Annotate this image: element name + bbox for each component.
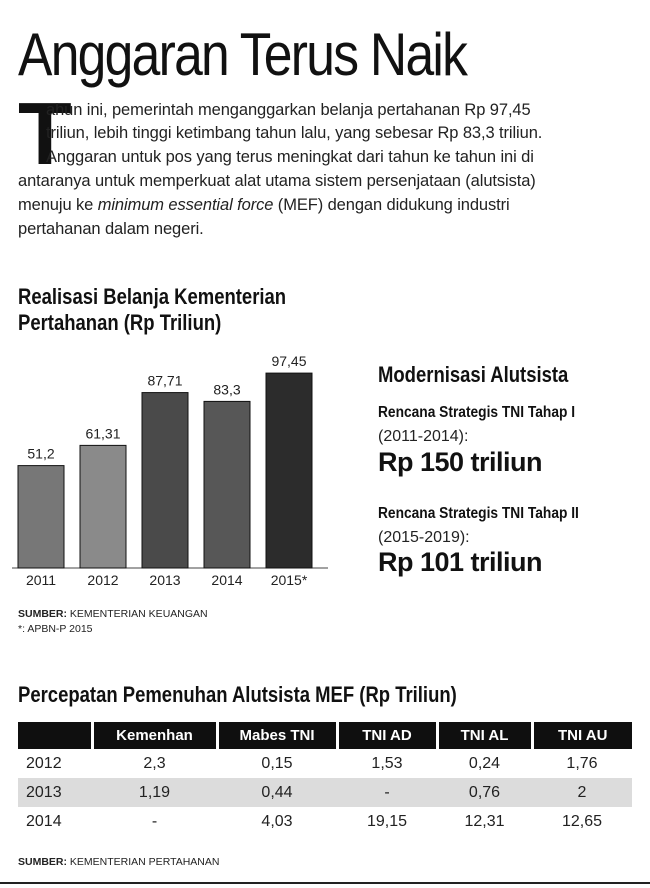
intro-line: ahun ini, pemerintah menganggarkan belanja pertahanan Rp 97,45 <box>46 101 531 119</box>
table-cell: 1,19 <box>92 778 217 807</box>
chart-title-line-2: Pertahanan (Rp Triliun) <box>18 310 222 335</box>
source-text: KEMENTERIAN PERTAHANAN <box>69 856 220 868</box>
table-row <box>18 778 632 807</box>
header-cell-kemenhan: Kemenhan <box>92 722 217 749</box>
table-cell: 1,76 <box>566 754 598 772</box>
bar-chart <box>10 340 330 590</box>
intro-line: Anggaran untuk pos yang terus meningkat dari tahun ke tahun ini di <box>46 148 534 166</box>
source-label: SUMBER: <box>18 608 67 620</box>
modernisasi-title: Modernisasi Alutsista <box>378 362 569 387</box>
table-cell: 2 <box>532 778 632 807</box>
category-label: 2013 <box>149 572 181 588</box>
table-cell-year: 2012 <box>26 754 62 772</box>
table-cell-year: 2014 <box>26 812 62 830</box>
value-label: 83,3 <box>213 381 241 398</box>
table-cell: 0,15 <box>261 754 293 772</box>
plan-name: Rencana Strategis TNI Tahap II <box>378 505 579 522</box>
table-row <box>18 749 632 778</box>
header-cell-tni-au: TNI AU <box>532 722 632 749</box>
table-cell: 4,03 <box>261 812 293 830</box>
category-label: 2014 <box>211 572 243 588</box>
source-label: SUMBER: <box>18 856 67 868</box>
table-cell: 12,31 <box>464 812 505 830</box>
table-cell: 12,65 <box>561 812 603 830</box>
plan-name: Rencana Strategis TNI Tahap I <box>378 404 576 421</box>
category-label: 2012 <box>87 572 119 588</box>
plan-period: (2011-2014): <box>378 428 469 445</box>
table-cell: 2,3 <box>143 754 166 772</box>
table-cell-year: 2013 <box>18 778 92 807</box>
table-row <box>18 807 632 836</box>
header-cell-mabes-tni: Mabes TNI <box>217 722 337 749</box>
bar-2012 <box>80 445 126 568</box>
mef-table <box>18 722 632 836</box>
bar-2015* <box>266 373 312 568</box>
intro-italic-term: minimum essential force <box>97 196 274 214</box>
category-label: 2015* <box>270 572 308 588</box>
value-label: 87,71 <box>147 372 183 389</box>
value-label: 97,45 <box>271 353 307 370</box>
value-label: 51,2 <box>27 445 55 462</box>
intro-text: menuju ke <box>18 196 98 214</box>
table-cell: 1,53 <box>371 754 403 772</box>
table-cell: 19,15 <box>366 812 408 830</box>
plan-amount: Rp 150 triliun <box>378 447 543 477</box>
table-title: Percepatan Pemenuhan Alutsista MEF (Rp Triliun) <box>18 682 457 707</box>
table-cell: - <box>151 812 158 830</box>
headline: Anggaran Terus Naik <box>18 21 467 88</box>
table-cell: - <box>337 778 437 807</box>
table-cell: 0,24 <box>468 754 501 772</box>
intro-line: triliun, lebih tinggi ketimbang tahun lalu, yang sebesar Rp 83,3 triliun. <box>46 124 543 142</box>
header-cell-tni-al: TNI AL <box>437 722 532 749</box>
intro-line <box>18 194 510 218</box>
bar-2013 <box>142 393 188 568</box>
category-label: 2011 <box>25 572 57 588</box>
table-header-row <box>18 722 632 749</box>
header-cell-tni-ad: TNI AD <box>337 722 437 749</box>
table-cell: 0,44 <box>217 778 337 807</box>
chart-footnote: *: APBN-P 2015 <box>18 623 93 635</box>
table-cell: 0,76 <box>437 778 532 807</box>
bottom-divider <box>0 882 650 884</box>
plan-amount: Rp 101 triliun <box>378 547 543 577</box>
dropcap-letter: T <box>18 84 72 183</box>
bar-2014 <box>204 401 250 568</box>
chart-source <box>18 608 208 620</box>
chart-title-line-1: Realisasi Belanja Kementerian <box>18 284 287 309</box>
source-text: KEMENTERIAN KEUANGAN <box>69 608 208 620</box>
bar-2011 <box>18 466 64 568</box>
header-cell-year <box>18 722 92 749</box>
intro-line: pertahanan dalam negeri. <box>18 220 204 238</box>
table-source <box>18 856 219 868</box>
intro-line: antaranya untuk memperkuat alat utama sistem persenjataan (alutsista) <box>18 172 536 190</box>
intro-text: (MEF) dengan didukung industri <box>273 196 510 214</box>
value-label: 61,31 <box>85 425 121 442</box>
plan-period: (2015-2019): <box>378 529 470 546</box>
